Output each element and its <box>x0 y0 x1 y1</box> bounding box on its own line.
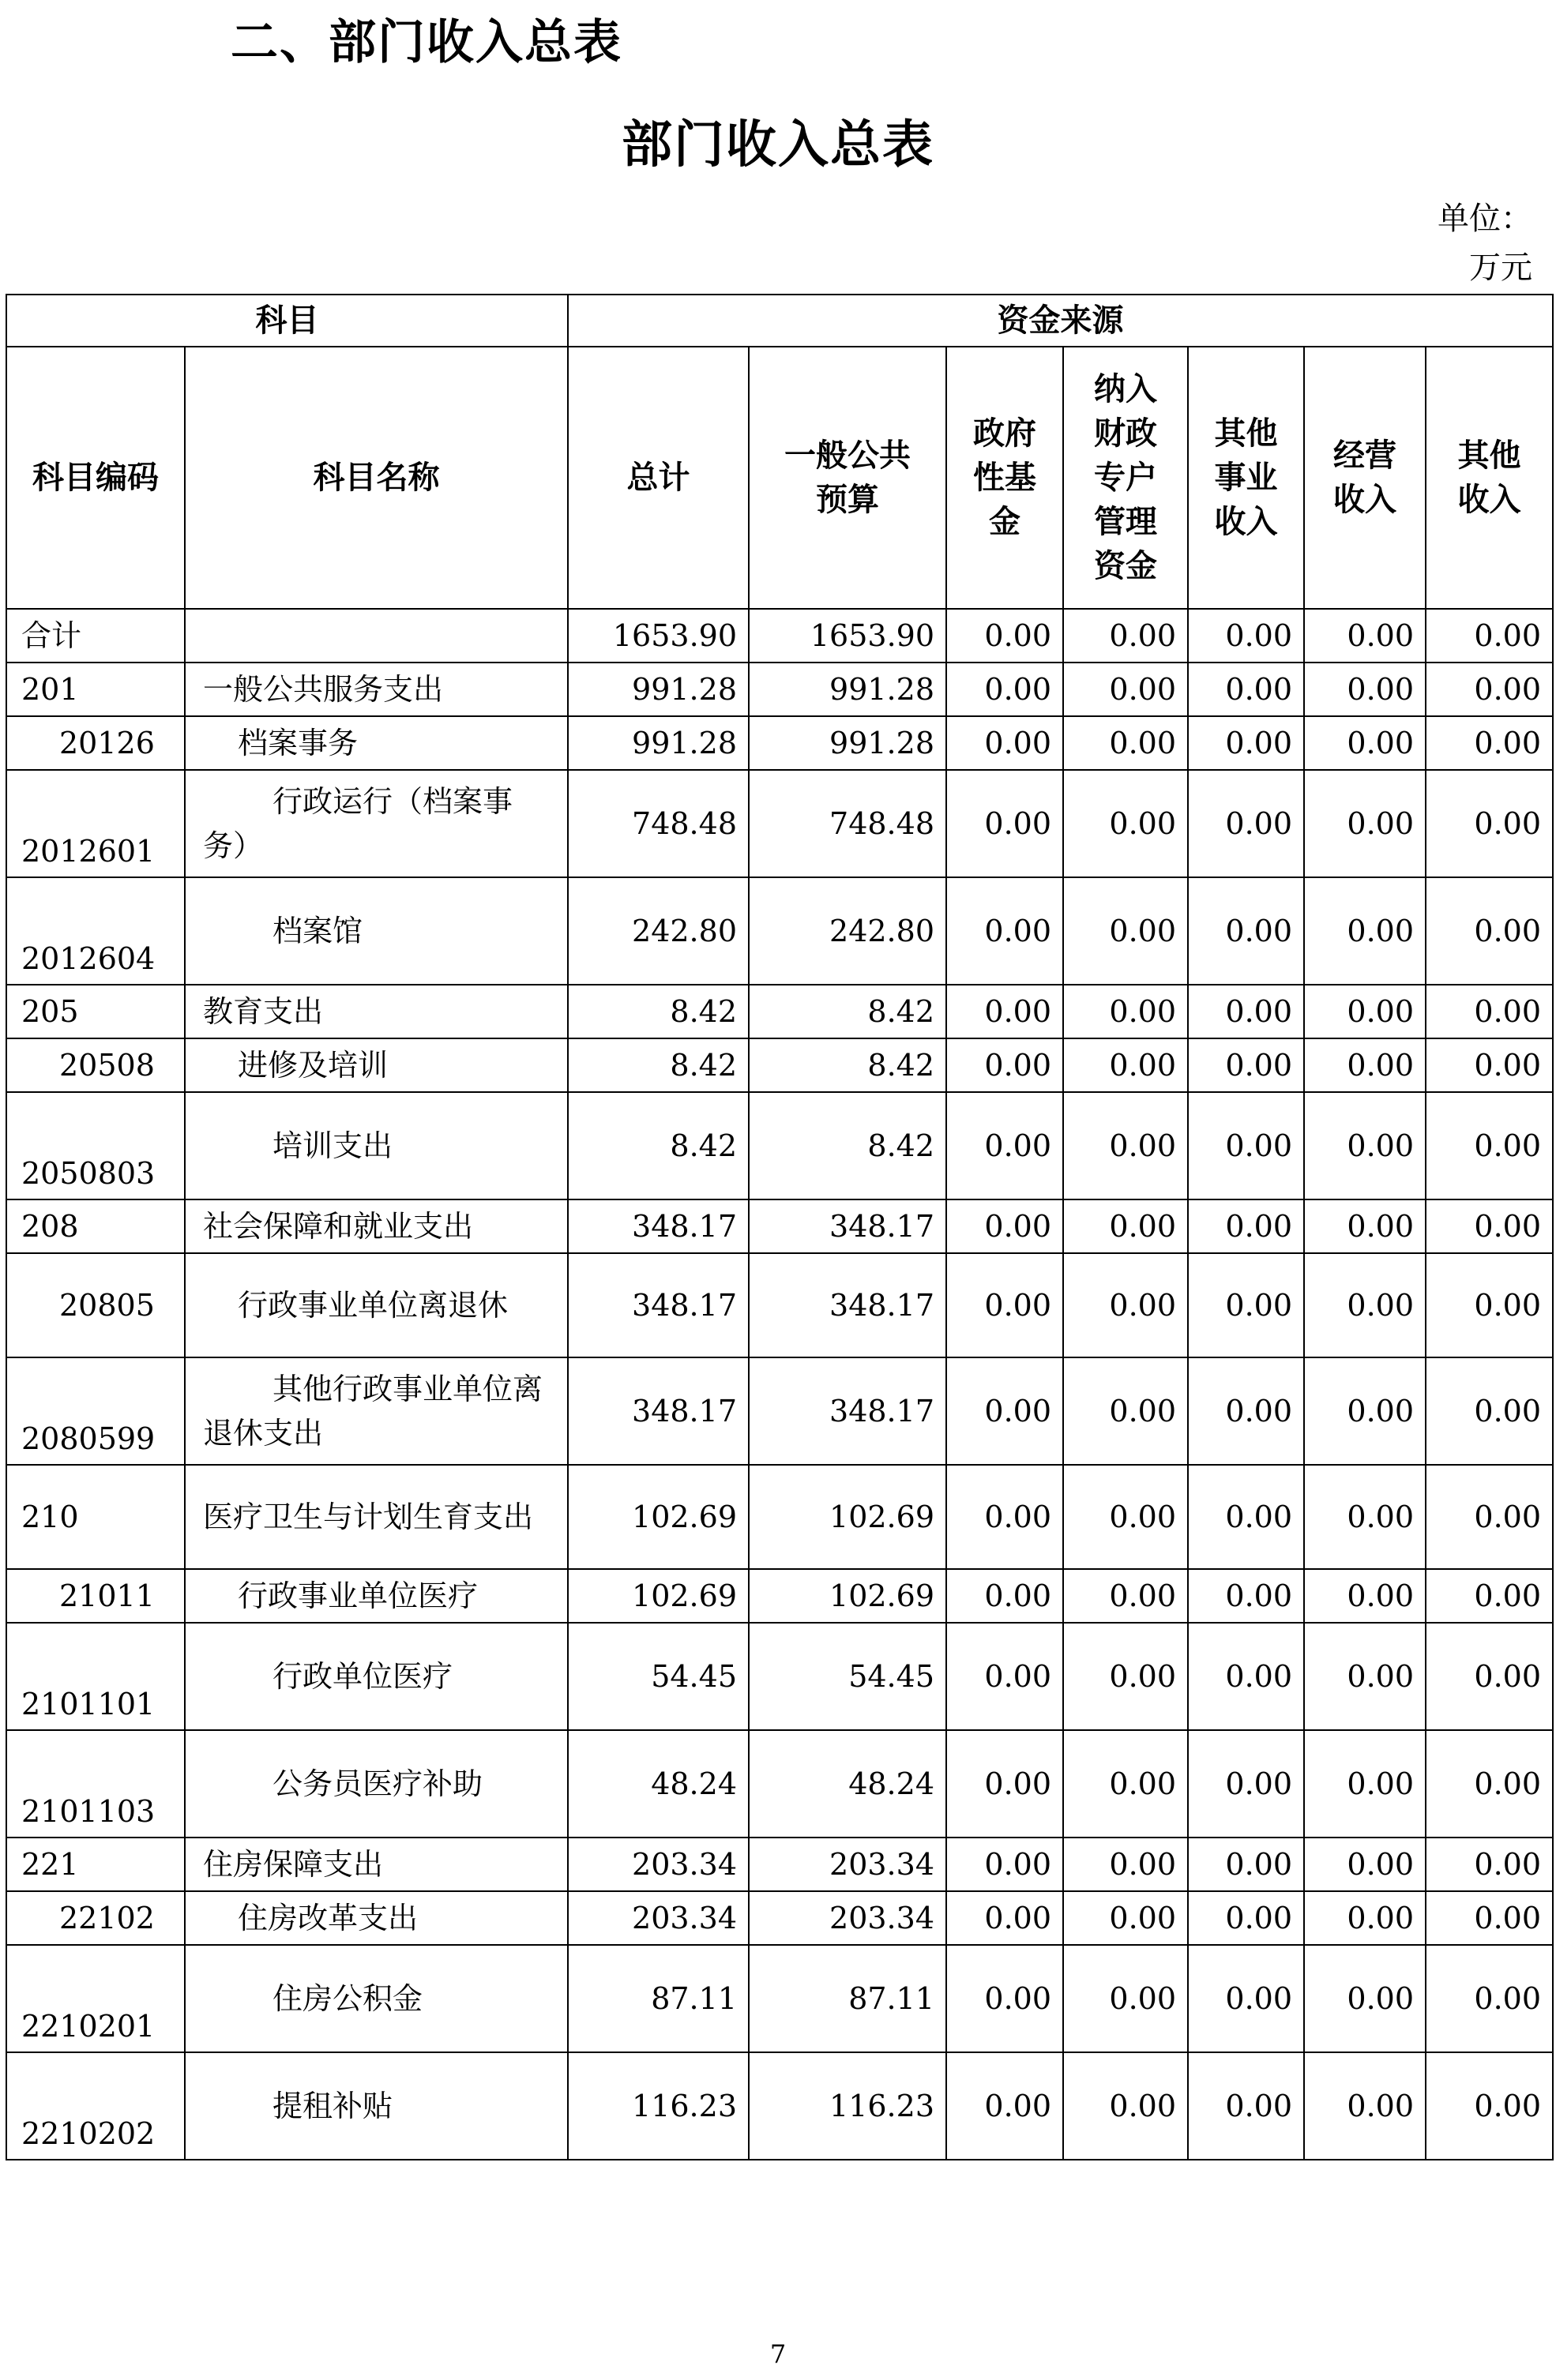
cell-biz: 0.00 <box>1188 2052 1304 2160</box>
cell-general: 116.23 <box>749 2052 946 2160</box>
cell-general: 348.17 <box>749 1199 946 1253</box>
cell-total: 242.80 <box>568 877 749 985</box>
cell-total: 102.69 <box>568 1465 749 1569</box>
table-row <box>6 877 1553 985</box>
table-row <box>6 1092 1553 1199</box>
cell-gov: 0.00 <box>946 1253 1063 1357</box>
cell-oper: 0.00 <box>1304 1838 1426 1891</box>
cell-other: 0.00 <box>1426 1730 1553 1838</box>
header-funding-group: 资金来源 <box>568 295 1553 347</box>
cell-code: 2210201 <box>6 1945 185 2052</box>
cell-gov: 0.00 <box>946 663 1063 716</box>
cell-biz: 0.00 <box>1188 1569 1304 1623</box>
cell-gov: 0.00 <box>946 1038 1063 1092</box>
cell-other: 0.00 <box>1426 1623 1553 1730</box>
cell-biz: 0.00 <box>1188 716 1304 770</box>
cell-total: 54.45 <box>568 1623 749 1730</box>
header-gov-fund: 政府性基金 <box>946 347 1063 609</box>
cell-other: 0.00 <box>1426 1465 1553 1569</box>
cell-special: 0.00 <box>1063 1730 1188 1838</box>
cell-oper: 0.00 <box>1304 1945 1426 2052</box>
cell-code: 20126 <box>6 716 185 770</box>
header-code: 科目编码 <box>6 347 185 609</box>
cell-gov: 0.00 <box>946 1199 1063 1253</box>
cell-gov: 0.00 <box>946 716 1063 770</box>
cell-special: 0.00 <box>1063 663 1188 716</box>
cell-code: 2210202 <box>6 2052 185 2160</box>
cell-general: 8.42 <box>749 1092 946 1199</box>
cell-name: 住房改革支出 <box>185 1891 568 1945</box>
cell-biz: 0.00 <box>1188 877 1304 985</box>
cell-code: 22102 <box>6 1891 185 1945</box>
cell-name <box>185 1730 568 1838</box>
section-title: 二、部门收入总表 <box>231 15 622 70</box>
cell-biz: 0.00 <box>1188 985 1304 1038</box>
cell-name <box>185 1623 568 1730</box>
table-row <box>6 1730 1553 1838</box>
cell-total: 48.24 <box>568 1730 749 1838</box>
cell-biz: 0.00 <box>1188 1838 1304 1891</box>
cell-gov: 0.00 <box>946 877 1063 985</box>
cell-special: 0.00 <box>1063 1945 1188 2052</box>
table-row <box>6 1838 1553 1891</box>
cell-name: 档案事务 <box>185 716 568 770</box>
table-row <box>6 2052 1553 2160</box>
cell-gov: 0.00 <box>946 1730 1063 1838</box>
cell-other: 0.00 <box>1426 1357 1553 1465</box>
header-other: 其他收入 <box>1426 347 1553 609</box>
cell-name: 一般公共服务支出 <box>185 663 568 716</box>
table-row <box>6 1945 1553 2052</box>
cell-name <box>185 2052 568 2160</box>
cell-special: 0.00 <box>1063 2052 1188 2160</box>
header-general-budget: 一般公共预算 <box>749 347 946 609</box>
cell-other: 0.00 <box>1426 1891 1553 1945</box>
header-subject-group: 科目 <box>6 295 568 347</box>
cell-gov: 0.00 <box>946 1465 1063 1569</box>
cell-name <box>185 1092 568 1199</box>
cell-special: 0.00 <box>1063 985 1188 1038</box>
cell-special: 0.00 <box>1063 1465 1188 1569</box>
cell-name <box>185 1945 568 2052</box>
cell-other: 0.00 <box>1426 877 1553 985</box>
cell-code: 2012604 <box>6 877 185 985</box>
cell-oper: 0.00 <box>1304 770 1426 877</box>
cell-gov: 0.00 <box>946 1623 1063 1730</box>
cell-gov: 0.00 <box>946 985 1063 1038</box>
cell-biz: 0.00 <box>1188 1730 1304 1838</box>
table-body <box>6 609 1553 2160</box>
cell-special: 0.00 <box>1063 877 1188 985</box>
header-operating: 经营收入 <box>1304 347 1426 609</box>
table-row <box>6 1569 1553 1623</box>
cell-general: 48.24 <box>749 1730 946 1838</box>
cell-code: 201 <box>6 663 185 716</box>
table-row <box>6 1465 1553 1569</box>
cell-gov: 0.00 <box>946 1945 1063 2052</box>
cell-other: 0.00 <box>1426 985 1553 1038</box>
table-row <box>6 770 1553 877</box>
cell-name <box>185 770 568 877</box>
cell-biz: 0.00 <box>1188 1038 1304 1092</box>
page-number: 7 <box>769 2339 787 2369</box>
cell-special: 0.00 <box>1063 1253 1188 1357</box>
cell-oper: 0.00 <box>1304 1357 1426 1465</box>
cell-name: 医疗卫生与计划生育支出 <box>185 1465 568 1569</box>
cell-general: 242.80 <box>749 877 946 985</box>
cell-special: 0.00 <box>1063 1891 1188 1945</box>
cell-total: 203.34 <box>568 1838 749 1891</box>
cell-other: 0.00 <box>1426 716 1553 770</box>
cell-code: 208 <box>6 1199 185 1253</box>
table-row <box>6 663 1553 716</box>
cell-special: 0.00 <box>1063 1038 1188 1092</box>
cell-oper: 0.00 <box>1304 716 1426 770</box>
cell-biz: 0.00 <box>1188 1357 1304 1465</box>
cell-general: 203.34 <box>749 1891 946 1945</box>
cell-biz: 0.00 <box>1188 609 1304 663</box>
cell-oper: 0.00 <box>1304 2052 1426 2160</box>
cell-code: 2101103 <box>6 1730 185 1838</box>
cell-biz: 0.00 <box>1188 1623 1304 1730</box>
cell-gov: 0.00 <box>946 770 1063 877</box>
cell-other: 0.00 <box>1426 1945 1553 2052</box>
cell-code: 2012601 <box>6 770 185 877</box>
cell-other: 0.00 <box>1426 609 1553 663</box>
cell-special: 0.00 <box>1063 1357 1188 1465</box>
cell-other: 0.00 <box>1426 2052 1553 2160</box>
cell-other: 0.00 <box>1426 663 1553 716</box>
cell-special: 0.00 <box>1063 1092 1188 1199</box>
header-other-business: 其他事业收入 <box>1188 347 1304 609</box>
cell-name <box>185 1357 568 1465</box>
cell-general: 1653.90 <box>749 609 946 663</box>
income-summary-table <box>6 294 1554 2160</box>
cell-name-text: 培训支出 <box>272 1128 393 1163</box>
cell-oper: 0.00 <box>1304 1730 1426 1838</box>
cell-code: 2080599 <box>6 1357 185 1465</box>
cell-code: 205 <box>6 985 185 1038</box>
cell-name <box>185 609 568 663</box>
cell-total: 1653.90 <box>568 609 749 663</box>
cell-name-text: 行政单位医疗 <box>272 1659 453 1694</box>
cell-other: 0.00 <box>1426 1199 1553 1253</box>
cell-general: 991.28 <box>749 716 946 770</box>
cell-oper: 0.00 <box>1304 1092 1426 1199</box>
cell-oper: 0.00 <box>1304 985 1426 1038</box>
cell-special: 0.00 <box>1063 609 1188 663</box>
cell-name-text: 档案馆 <box>272 914 363 948</box>
cell-total: 348.17 <box>568 1253 749 1357</box>
cell-code: 210 <box>6 1465 185 1569</box>
header-name: 科目名称 <box>185 347 568 609</box>
cell-name: 社会保障和就业支出 <box>185 1199 568 1253</box>
cell-special: 0.00 <box>1063 1623 1188 1730</box>
unit-label: 单位：万元 <box>1438 201 1532 286</box>
cell-total: 991.28 <box>568 716 749 770</box>
cell-oper: 0.00 <box>1304 1623 1426 1730</box>
cell-name-text: 公务员医疗补助 <box>272 1766 483 1801</box>
cell-name <box>185 877 568 985</box>
cell-biz: 0.00 <box>1188 1465 1304 1569</box>
cell-general: 991.28 <box>749 663 946 716</box>
cell-general: 8.42 <box>749 985 946 1038</box>
cell-other: 0.00 <box>1426 1838 1553 1891</box>
cell-oper: 0.00 <box>1304 663 1426 716</box>
cell-oper: 0.00 <box>1304 1891 1426 1945</box>
table-title: 部门收入总表 <box>622 116 934 175</box>
cell-general: 102.69 <box>749 1569 946 1623</box>
table-row <box>6 1038 1553 1092</box>
cell-name: 行政事业单位离退休 <box>185 1253 568 1357</box>
cell-gov: 0.00 <box>946 1838 1063 1891</box>
cell-other: 0.00 <box>1426 1092 1553 1199</box>
cell-oper: 0.00 <box>1304 877 1426 985</box>
cell-general: 102.69 <box>749 1465 946 1569</box>
table-row <box>6 1357 1553 1465</box>
cell-gov: 0.00 <box>946 2052 1063 2160</box>
cell-oper: 0.00 <box>1304 1199 1426 1253</box>
cell-total: 102.69 <box>568 1569 749 1623</box>
cell-code: 221 <box>6 1838 185 1891</box>
cell-biz: 0.00 <box>1188 1891 1304 1945</box>
cell-other: 0.00 <box>1426 1569 1553 1623</box>
cell-name: 进修及培训 <box>185 1038 568 1092</box>
table-row <box>6 609 1553 663</box>
cell-total: 348.17 <box>568 1199 749 1253</box>
cell-oper: 0.00 <box>1304 1465 1426 1569</box>
cell-biz: 0.00 <box>1188 1253 1304 1357</box>
cell-code: 20805 <box>6 1253 185 1357</box>
cell-name-text: 住房公积金 <box>272 1981 423 2016</box>
cell-name-text: 行政运行（档案事务） <box>203 784 513 863</box>
table-row <box>6 985 1553 1038</box>
table-row <box>6 716 1553 770</box>
cell-oper: 0.00 <box>1304 1038 1426 1092</box>
cell-name: 住房保障支出 <box>185 1838 568 1891</box>
cell-special: 0.00 <box>1063 1199 1188 1253</box>
cell-oper: 0.00 <box>1304 1253 1426 1357</box>
cell-other: 0.00 <box>1426 770 1553 877</box>
cell-special: 0.00 <box>1063 1838 1188 1891</box>
cell-total: 8.42 <box>568 985 749 1038</box>
cell-general: 748.48 <box>749 770 946 877</box>
cell-gov: 0.00 <box>946 1092 1063 1199</box>
cell-code: 21011 <box>6 1569 185 1623</box>
cell-total: 8.42 <box>568 1038 749 1092</box>
cell-biz: 0.00 <box>1188 1199 1304 1253</box>
cell-total: 8.42 <box>568 1092 749 1199</box>
cell-gov: 0.00 <box>946 1891 1063 1945</box>
cell-gov: 0.00 <box>946 1569 1063 1623</box>
cell-name-text: 提租补贴 <box>272 2089 393 2123</box>
cell-total: 116.23 <box>568 2052 749 2160</box>
cell-total: 348.17 <box>568 1357 749 1465</box>
cell-biz: 0.00 <box>1188 663 1304 716</box>
header-special-fund: 纳入财政专户管理资金 <box>1063 347 1188 609</box>
cell-oper: 0.00 <box>1304 1569 1426 1623</box>
table-row <box>6 1623 1553 1730</box>
cell-general: 348.17 <box>749 1357 946 1465</box>
header-total: 总计 <box>568 347 749 609</box>
cell-name: 行政事业单位医疗 <box>185 1569 568 1623</box>
cell-name: 教育支出 <box>185 985 568 1038</box>
cell-general: 54.45 <box>749 1623 946 1730</box>
cell-oper: 0.00 <box>1304 609 1426 663</box>
cell-gov: 0.00 <box>946 609 1063 663</box>
cell-total: 87.11 <box>568 1945 749 2052</box>
cell-code: 2101101 <box>6 1623 185 1730</box>
cell-total: 991.28 <box>568 663 749 716</box>
cell-other: 0.00 <box>1426 1253 1553 1357</box>
cell-code: 合计 <box>6 609 185 663</box>
cell-special: 0.00 <box>1063 1569 1188 1623</box>
cell-code: 2050803 <box>6 1092 185 1199</box>
cell-special: 0.00 <box>1063 770 1188 877</box>
table-row <box>6 1891 1553 1945</box>
table-row <box>6 1199 1553 1253</box>
cell-biz: 0.00 <box>1188 1092 1304 1199</box>
cell-general: 87.11 <box>749 1945 946 2052</box>
cell-code: 20508 <box>6 1038 185 1092</box>
cell-total: 748.48 <box>568 770 749 877</box>
table-row <box>6 1253 1553 1357</box>
cell-special: 0.00 <box>1063 716 1188 770</box>
cell-general: 203.34 <box>749 1838 946 1891</box>
cell-total: 203.34 <box>568 1891 749 1945</box>
cell-name-text: 其他行政事业单位离退休支出 <box>203 1372 543 1451</box>
cell-general: 348.17 <box>749 1253 946 1357</box>
cell-gov: 0.00 <box>946 1357 1063 1465</box>
cell-biz: 0.00 <box>1188 770 1304 877</box>
cell-other: 0.00 <box>1426 1038 1553 1092</box>
cell-biz: 0.00 <box>1188 1945 1304 2052</box>
cell-general: 8.42 <box>749 1038 946 1092</box>
